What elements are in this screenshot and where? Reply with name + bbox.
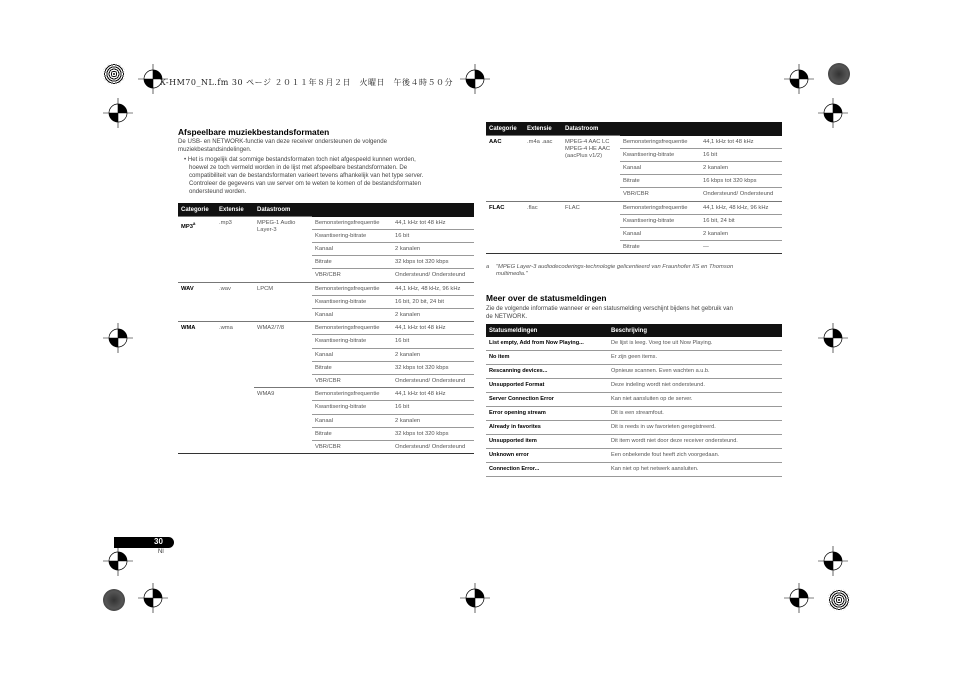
param-value: 2 kanalen [700, 161, 782, 174]
param-label: Kwantisering-bitrate [312, 401, 392, 414]
format-datastream: MPEG-4 AAC LC MPEG-4 HE AAC (aacPlus v1/2) [562, 136, 620, 202]
registration-crosshair [784, 64, 814, 94]
status-message: Error opening stream [486, 407, 608, 421]
table-row [486, 449, 782, 463]
bullet-line: compatibiliteit van de bestandsformaten varieert tevens afhankelijk van het type server. [189, 172, 424, 179]
param-label: Bitrate [620, 241, 700, 254]
param-value: 2 kanalen [700, 227, 782, 240]
param-label: Kanaal [315, 311, 334, 318]
intro-line: Zie de volgende informatie wanneer er een statusmelding verschijnt bijdens het gebruik van [486, 305, 733, 312]
param-value: 16 bit [700, 148, 782, 161]
format-datastream: FLAC [562, 201, 620, 254]
col-header-datastream: Datastroom [254, 203, 474, 217]
intro-line: muziekbestandsindelingen. [178, 146, 252, 153]
param-label: Bitrate [312, 427, 392, 440]
table-row [178, 217, 474, 230]
table-row [486, 463, 782, 477]
param-label: Bitrate [312, 361, 392, 374]
table-row [486, 407, 782, 421]
intro-line: de NETWORK. [486, 313, 528, 320]
param-value: 16 bit [392, 401, 474, 414]
param-label: Kwantisering-bitrate [312, 335, 392, 348]
status-description: Een onbekende fout heeft zich voorgedaan. [608, 449, 782, 463]
param-value: 44,1 kHz tot 48 kHz [700, 136, 782, 149]
param-label: Kwantisering-bitrate [312, 295, 392, 308]
param-label: Kanaal [312, 242, 392, 255]
bullet-line: Controleer de gegevens van uw server om te weten te komen of de bestandsformaten [189, 180, 422, 187]
status-message: Server Connection Error [486, 393, 608, 407]
registration-crosshair [103, 98, 133, 128]
bullet-dot-icon: • [184, 156, 188, 163]
param-label: Kanaal [620, 161, 700, 174]
col-header-category: Categorie [486, 122, 524, 136]
param-value: 32 kbps tot 320 kbps [392, 361, 474, 374]
param-value: Ondersteund/ Ondersteund [703, 191, 774, 198]
bullet-line: hoewel ze toch vermeld worden in de lijst met afspeelbare bestandsformaten. De [189, 164, 408, 171]
param-value: 44,1 kHz tot 48 kHz [392, 322, 474, 335]
param-value: 16 bit [392, 335, 474, 348]
param-value: 44,1 kHz tot 48 kHz [392, 388, 474, 401]
footnote-mark: a [486, 264, 490, 270]
param-label: Kanaal [312, 414, 392, 427]
format-datastream: WMA9 [254, 388, 312, 454]
page-number-tab [114, 537, 174, 548]
param-value: Ondersteund/ Ondersteund [392, 440, 474, 453]
registration-crosshair [818, 323, 848, 353]
format-datastream: LPCM [254, 282, 312, 322]
table-header-row [178, 203, 474, 217]
param-value: 44,1 kHz tot 48 kHz [392, 217, 474, 230]
format-category: FLAC [486, 201, 524, 254]
param-label: Bemonsteringsfrequentie [620, 136, 700, 149]
format-category: WAV [178, 282, 216, 322]
registration-crosshair [460, 64, 490, 94]
table-row [486, 351, 782, 365]
param-value: 2 kanalen [392, 242, 474, 255]
table-row [486, 201, 782, 214]
registration-disc [828, 63, 850, 85]
table-row [486, 421, 782, 435]
table-header-row [486, 324, 782, 337]
status-message: No item [486, 351, 608, 365]
param-value: 44,1 kHz, 48 kHz, 96 kHz [392, 282, 474, 295]
param-label: Bemonsteringsfrequentie [312, 322, 392, 335]
registration-disc [103, 63, 125, 85]
table-row [486, 136, 782, 149]
language-code: Nl [158, 549, 164, 555]
param-value: — [700, 241, 782, 254]
param-label: VBR/CBR [315, 377, 341, 384]
status-description: Dit item wordt niet door deze receiver ondersteund. [608, 435, 782, 449]
status-message: Connection Error... [486, 463, 608, 477]
registration-crosshair [103, 546, 133, 576]
status-intro [486, 305, 786, 321]
param-label: Bitrate [312, 256, 392, 269]
format-extension: .flac [524, 201, 562, 254]
formats-intro [178, 138, 478, 154]
param-value: 16 bit [392, 229, 474, 242]
status-message: Unsupported item [486, 435, 608, 449]
param-value: 16 kbps tot 320 kbps [700, 175, 782, 188]
table-row [486, 393, 782, 407]
status-message: List empty, Add from Now Playing... [486, 337, 608, 351]
param-label: Bemonsteringsfrequentie [620, 201, 700, 214]
format-extension: .mp3 [216, 217, 254, 283]
param-label: Kwantisering-bitrate [620, 148, 700, 161]
param-label: Kanaal [312, 348, 392, 361]
intro-line: De USB- en NETWORK-functie van deze receiver ondersteunen de volgende [178, 138, 387, 145]
status-description: Dit is reeds in uw favorieten geregistreerd. [608, 421, 782, 435]
page-number: 30 [154, 537, 163, 546]
col-header-extension: Extensie [216, 203, 254, 217]
param-value: 32 kbps tot 320 kbps [392, 256, 474, 269]
footnote-line: multimedia." [496, 271, 528, 277]
format-category: WMA [178, 322, 216, 454]
format-extension: .m4a .aac [524, 136, 562, 202]
param-value: 2 kanalen [392, 348, 474, 361]
table-row [486, 337, 782, 351]
registration-crosshair [818, 98, 848, 128]
param-value: 2 kanalen [392, 414, 474, 427]
status-description: Dit is een streamfout. [608, 407, 782, 421]
status-description: Deze indeling wordt niet ondersteund. [608, 379, 782, 393]
status-message: Unknown error [486, 449, 608, 463]
section-title-formats: Afspeelbare muziekbestandsformaten [178, 127, 330, 137]
param-label: Bemonsteringsfrequentie [312, 282, 392, 295]
param-label: Bemonsteringsfrequentie [312, 217, 392, 230]
file-header-line: X-HM70_NL.fm 30 ページ ２０１１年８月２日 火曜日 午後４時５０分 [160, 78, 454, 87]
table-header-row [486, 122, 782, 136]
registration-crosshair [103, 323, 133, 353]
registration-crosshair [818, 546, 848, 576]
registration-crosshair [784, 583, 814, 613]
status-message: Already in favorites [486, 421, 608, 435]
param-value: 2 kanalen [395, 311, 421, 318]
param-value: 44,1 kHz, 48 kHz, 96 kHz [700, 201, 782, 214]
status-description: De lijst is leeg. Voeg toe uit Now Playing. [608, 337, 782, 351]
registration-crosshair [138, 583, 168, 613]
section-title-status: Meer over de statusmeldingen [486, 293, 607, 303]
bullet-line: ondersteund worden. [189, 188, 247, 195]
param-value: Ondersteund/ Ondersteund [395, 272, 466, 279]
param-label: Kwantisering-bitrate [312, 229, 392, 242]
format-datastream: MPEG-1 Audio Layer-3 [254, 217, 312, 283]
formats-table-right [486, 122, 782, 254]
format-extension: .wav [216, 282, 254, 322]
param-value: 32 kbps tot 320 kbps [392, 427, 474, 440]
bullet-line: • Het is mogelijk dat sommige bestandsformaten toch niet afgespeeld kunnen worden, [184, 156, 416, 163]
status-description: Kan niet op het netwerk aansluiten. [608, 463, 782, 477]
format-category: MP3$^a$ [178, 217, 216, 283]
param-label: VBR/CBR [623, 191, 649, 198]
footnote [486, 264, 782, 278]
table-row [486, 365, 782, 379]
status-description: Kan niet aansluiten op de server. [608, 393, 782, 407]
registration-disc [828, 589, 850, 611]
param-label: Kanaal [620, 227, 700, 240]
status-description: Opnieuw scannen. Even wachten a.u.b. [608, 365, 782, 379]
status-table [486, 324, 782, 477]
param-label: Bemonsteringsfrequentie [312, 388, 392, 401]
col-header-status: Statusmeldingen [486, 324, 608, 337]
param-value: 16 bit, 24 bit [700, 214, 782, 227]
table-row [486, 435, 782, 449]
status-message: Unsupported Format [486, 379, 608, 393]
format-datastream: WMA2/7/8 [254, 322, 312, 388]
param-value: 16 bit, 20 bit, 24 bit [392, 295, 474, 308]
format-extension: .wma [216, 322, 254, 454]
formats-note-bullet [184, 156, 479, 196]
table-row [178, 282, 474, 295]
param-label: Bitrate [620, 175, 700, 188]
col-header-datastream: Datastroom [562, 122, 782, 136]
param-label: VBR/CBR [315, 272, 341, 279]
status-message: Rescanning devices... [486, 365, 608, 379]
table-row [486, 379, 782, 393]
status-description: Er zijn geen items. [608, 351, 782, 365]
registration-crosshair [460, 583, 490, 613]
table-row [178, 322, 474, 335]
format-category: AAC [486, 136, 524, 202]
param-value: Ondersteund/ Ondersteund [395, 377, 466, 384]
footnote-line: "MPEG Layer-3 audiodecoderings-technologie gelicentieerd van Fraunhofer IIS en Thomson [496, 264, 734, 270]
col-header-extension: Extensie [524, 122, 562, 136]
registration-disc [103, 589, 125, 611]
param-label: Kwantisering-bitrate [620, 214, 700, 227]
formats-table-left [178, 203, 474, 454]
col-header-description: Beschrijving [608, 324, 782, 337]
col-header-category: Categorie [178, 203, 216, 217]
param-label: VBR/CBR [312, 440, 392, 453]
